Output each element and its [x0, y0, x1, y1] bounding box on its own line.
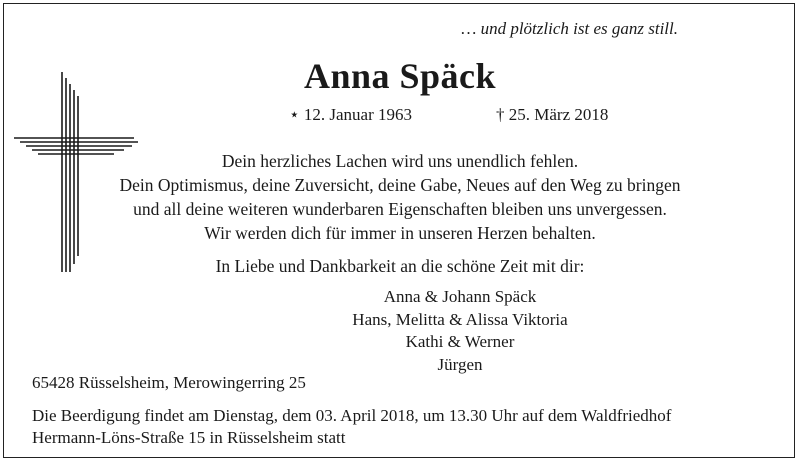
funeral-line: Die Beerdigung findet am Dienstag, dem 03. April 2018, um 13.30 Uhr auf dem Waldfriedhof [32, 406, 672, 425]
family-member: Jürgen [437, 354, 483, 374]
family-list [0, 286, 800, 376]
family-member: Hans, Melitta & Alissa Viktoria [352, 309, 568, 329]
deceased-name: Anna Späck [303, 56, 497, 96]
family-member: Anna & Johann Späck [383, 287, 537, 306]
address: 65428 Rüsselsheim, Merowingerring 25 [32, 373, 306, 392]
poem-line: Dein herzliches Lachen wird uns unendlich fehlen. [221, 151, 579, 171]
poem-line: und all deine weiteren wunderbaren Eigenschaften bleiben uns unvergessen. [133, 199, 667, 219]
poem-line: Wir werden dich für immer in unseren Herzen behalten. [204, 223, 596, 243]
funeral-line: Hermann-Löns-Straße 15 in Rüsselsheim statt [32, 428, 346, 447]
death-date: † 25. März 2018 [496, 105, 609, 124]
family-member: Kathi & Werner [405, 332, 515, 351]
poem [0, 149, 800, 245]
poem-line: Dein Optimismus, deine Zuversicht, deine Gabe, Neues auf den Weg zu bringen [119, 175, 681, 195]
motto: … und plötzlich ist es ganz still. [461, 19, 678, 38]
birth-date: ⋆ 12. Januar 1963 [289, 105, 413, 124]
funeral-info [32, 405, 671, 449]
thanks-line: In Liebe und Dankbarkeit an die schöne Zeit mit dir: [215, 256, 585, 276]
